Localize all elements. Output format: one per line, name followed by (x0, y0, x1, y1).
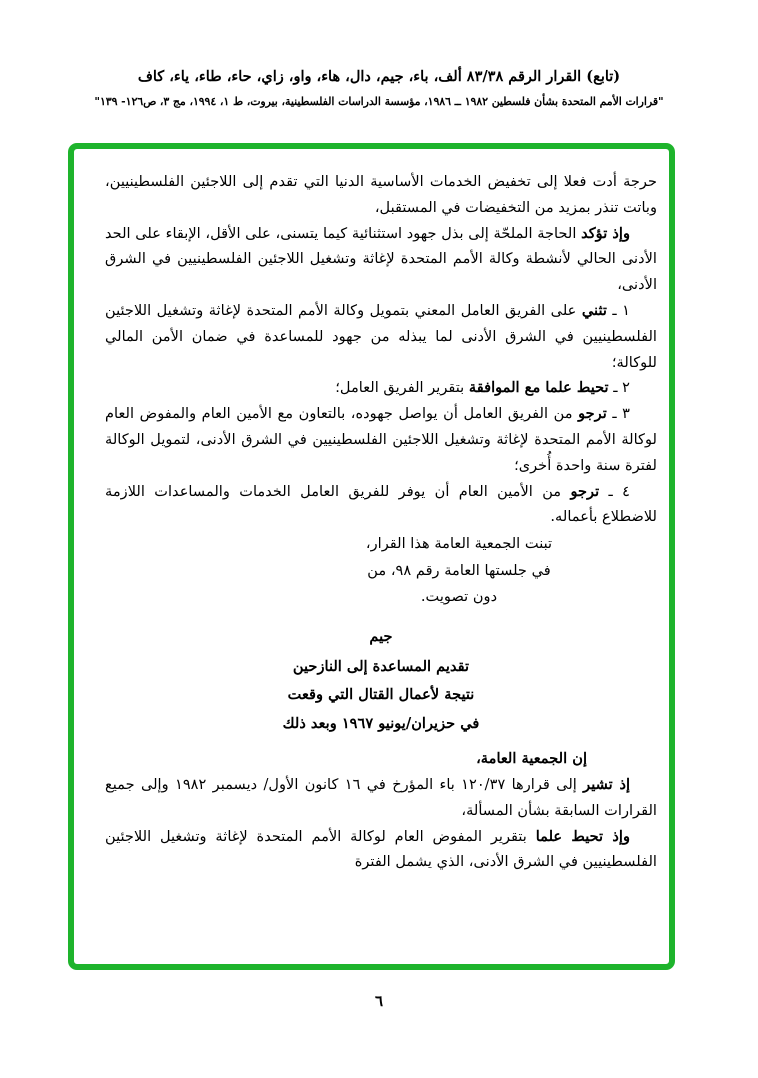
operative-item-3 (105, 401, 657, 478)
resolution-continuation-title: (تابع) القرار الرقم ٨٣/٣٨ ألف، باء، جيم، دال، هاء، واو، زاي، حاء، طاء، ياء، كاف (137, 68, 621, 85)
section-c-title-line-2: نتيجة لأعمال القتال التي وقعت (287, 686, 475, 704)
item-4-number: ٤ ـ (599, 482, 630, 500)
adoption-note-line-1: تبنت الجمعية العامة هذا القرار، (365, 535, 553, 553)
page-header (0, 66, 758, 108)
item-4-lead: ترجو (570, 482, 600, 500)
item-1-lead: تثني (581, 301, 607, 319)
paragraph-affirming-rest: الحاجة الملحّة إلى بذل جهود استثنائية كيما يتسنى، على الأقل، الإبقاء على الحد الأدنى الحالي لأنشطة وكالة الأمم المتحدة لإغاثة وتشغيل اللاجئين الفلسطينيين في الشرق الأدنى، (105, 224, 657, 294)
section-c-title-line-1: تقديم المساعدة إلى النازحين (292, 657, 470, 675)
section-c-letter: جيم (369, 627, 393, 645)
item-3-lead: ترجو (578, 405, 607, 423)
operative-item-4 (105, 479, 657, 531)
item-4-rest: من الأمين العام أن يوفر للفريق العامل الخدمات والمساعدات اللازمة للاضطلاع بأعماله. (105, 482, 657, 526)
adoption-note (349, 531, 569, 611)
section-c-taking-note-lead: وإذ تحيط علما (535, 827, 630, 845)
paragraph-affirming (105, 221, 657, 298)
operative-item-2 (105, 375, 657, 401)
section-c-opening: إن الجمعية العامة، (476, 750, 587, 768)
paragraph-continuation-text: حرجة أدت فعلا إلى تخفيض الخدمات الأساسية الدنيا التي تقدم إلى اللاجئين الفلسطينيين، وباتت تنذر بمزيد من التخفيضات في المستقبل، (105, 173, 657, 216)
section-c-recalling-rest: إلى قرارها ١٢٠/٣٧ باء المؤرخ في ١٦ كانون الأول/ ديسمبر ١٩٨٢ وإلى جميع القرارات السابقة بشأن المسألة، (105, 775, 657, 819)
section-c-taking-note (105, 824, 657, 876)
section-c-recalling-lead: إذ تشير (583, 775, 631, 793)
section-c-title (105, 653, 657, 739)
item-2-number: ٢ ـ (608, 379, 630, 397)
section-c-title-line-3: في حزيران/يونيو ١٩٦٧ وبعد ذلك (282, 714, 480, 732)
item-3-rest: من الفريق العامل أن يواصل جهوده، بالتعاون مع الأمين العام والمفوض العام لوكالة الأمم المتحدة لإغاثة وتشغيل اللاجئين الفلسطينيين في الشرق الأدنى، لتمويل الوكالة لفترة سنة واحدة أُخرى؛ (105, 405, 657, 474)
page-number: ٦ (374, 992, 384, 1010)
operative-item-1 (105, 298, 657, 375)
item-1-rest: على الفريق العامل المعني بتمويل وكالة الأمم المتحدة لإغاثة وتشغيل اللاجئين الفلسطينيين في الشرق الأدنى لما يبذله من جهود للمساعدة في ضمان الأمن المالي للوكالة؛ (105, 301, 657, 371)
adoption-note-line-2: في جلستها العامة رقم ٩٨، من (367, 561, 551, 579)
item-1-number: ١ ـ (606, 301, 631, 319)
source-citation: "قرارات الأمم المتحدة بشأن فلسطين ١٩٨٢ ــ ١٩٨٦، مؤسسة الدراسات الفلسطينية، بيروت، ط ١، ١٩٩٤، مج ٣، ص١٢٦- ١٣٩" (94, 95, 664, 108)
item-2-rest: بتقرير الفريق العامل؛ (335, 379, 469, 397)
paragraph-affirming-lead: وإذ تؤكد (581, 224, 630, 242)
item-2-lead: تحيط علما مع الموافقة (468, 379, 609, 397)
paragraph-continuation (105, 169, 657, 221)
section-c-taking-note-rest: بتقرير المفوض العام لوكالة الأمم المتحدة لإغاثة وتشغيل اللاجئين الفلسطينيين في الشرق الأدنى، الذي يشمل الفترة (105, 827, 657, 871)
resolution-text-body (74, 149, 669, 875)
item-3-number: ٣ ـ (606, 405, 630, 423)
adoption-note-line-3: دون تصويت. (420, 588, 498, 606)
section-c-recalling (105, 772, 657, 824)
content-frame (68, 143, 675, 970)
